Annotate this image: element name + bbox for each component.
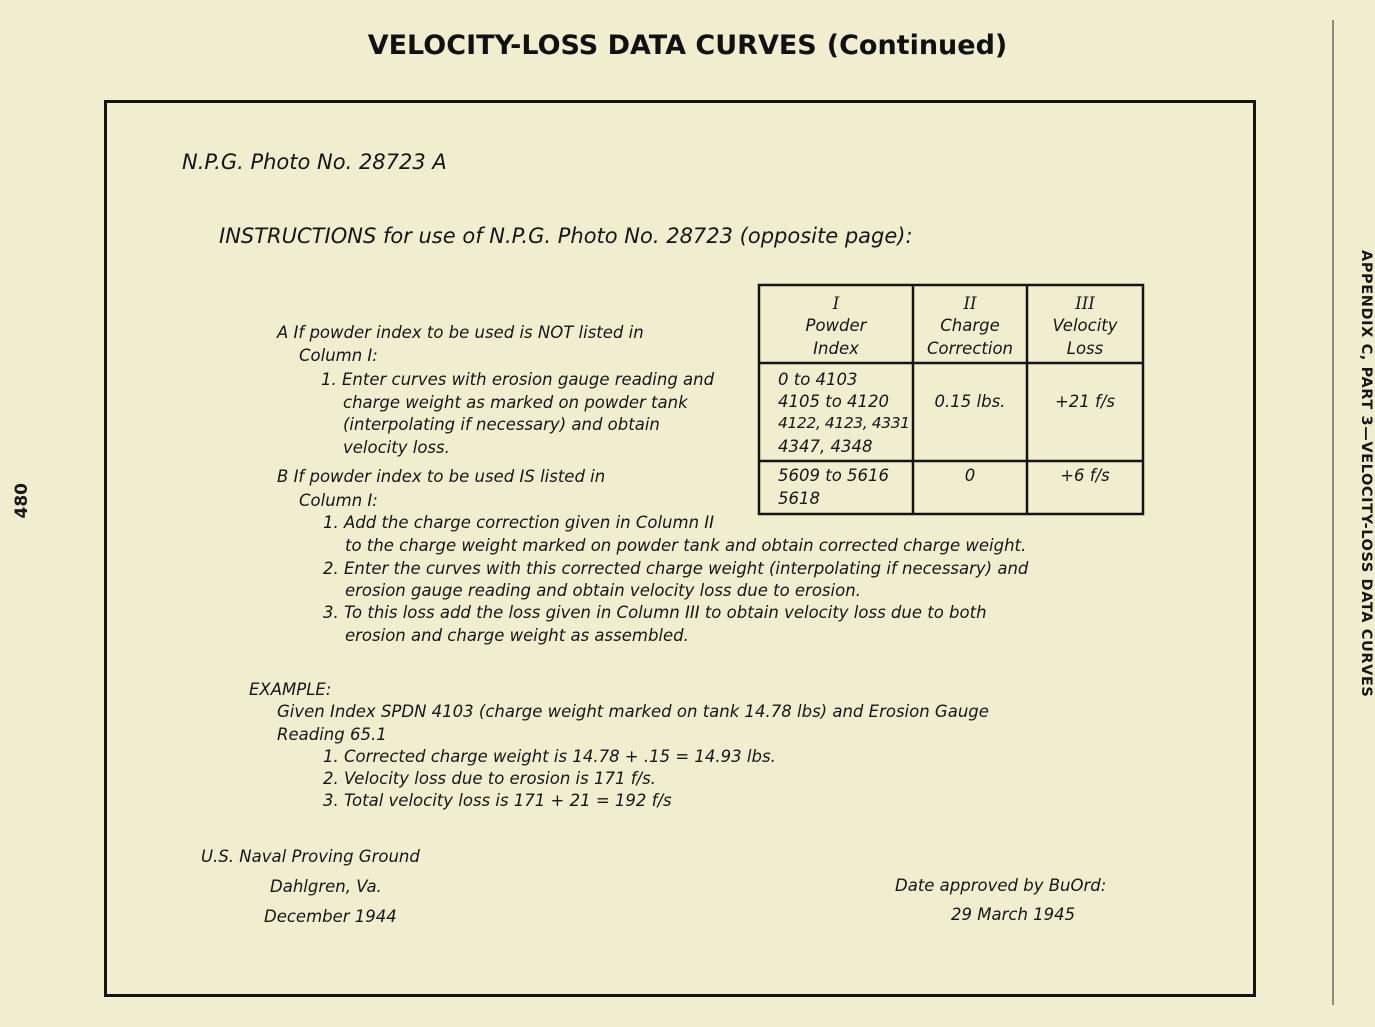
- page-title-main: VELOCITY-LOSS DATA CURVES: [367, 30, 817, 61]
- table-header-label: Powder: [805, 316, 867, 335]
- margin-rule: [1332, 20, 1334, 1005]
- table-cell-charge-correction: 0: [964, 466, 976, 485]
- case-a-step-line: velocity loss.: [343, 438, 450, 457]
- issuing-organization: U.S. Naval Proving Ground: [201, 847, 420, 866]
- case-b-line: Column I:: [299, 491, 378, 510]
- case-b-step-line: erosion and charge weight as assembled.: [345, 626, 689, 645]
- example-given-line: Reading 65.1: [277, 725, 387, 744]
- table-cell-velocity-loss: +21 f/s: [1054, 392, 1116, 411]
- case-b-step-line: to the charge weight marked on powder tank and obtain corrected charge weight.: [345, 536, 1027, 555]
- case-a-step-line: 1. Enter curves with erosion gauge reading and: [321, 370, 715, 389]
- example-given-line: Given Index SPDN 4103 (charge weight marked on tank 14.78 lbs) and Erosion Gauge: [277, 702, 989, 721]
- case-b-line: B If powder index to be used IS listed in: [277, 467, 606, 486]
- table-cell-powder-index: 4105 to 4120: [778, 392, 890, 411]
- table-header-label: Velocity: [1052, 316, 1118, 335]
- table-cell-powder-index: 4347, 4348: [778, 437, 873, 456]
- running-head: APPENDIX C, PART 3—VELOCITY-LOSS DATA CURVES: [1358, 250, 1374, 698]
- table-cell-powder-index: 5609 to 5616: [778, 466, 890, 485]
- approval-date: 29 March 1945: [951, 905, 1076, 924]
- table-header-label: Correction: [926, 339, 1013, 358]
- photo-id: N.P.G. Photo No. 28723 A: [182, 150, 447, 174]
- table-header-numeral: III: [1075, 294, 1095, 313]
- table-cell-powder-index: 4122, 4123, 4331: [778, 414, 910, 432]
- table-cell-powder-index: 0 to 4103: [778, 370, 858, 389]
- case-b-step-line: 2. Enter the curves with this corrected charge weight (interpolating if necessary) and: [323, 559, 1029, 578]
- example-label: EXAMPLE:: [249, 680, 332, 699]
- table-header-label: Loss: [1066, 339, 1104, 358]
- case-b-step-line: 1. Add the charge correction given in Column II: [323, 513, 715, 532]
- case-a-line: A If powder index to be used is NOT listed in: [277, 323, 644, 342]
- table-cell-powder-index: 5618: [778, 489, 820, 508]
- table-header-numeral: I: [832, 294, 840, 313]
- example-step: 3. Total velocity loss is 171 + 21 = 192 f/s: [323, 791, 672, 810]
- page-title-continued: (Continued): [826, 30, 1008, 61]
- page-title: [0, 32, 1375, 59]
- example-step: 1. Corrected charge weight is 14.78 + .15 = 14.93 lbs.: [323, 747, 776, 766]
- case-b-step-line: erosion gauge reading and obtain velocity loss due to erosion.: [345, 581, 861, 600]
- page-number: 480: [12, 483, 32, 519]
- approval-label: Date approved by BuOrd:: [895, 876, 1107, 895]
- case-a-step-line: (interpolating if necessary) and obtain: [343, 415, 660, 434]
- table-header-numeral: II: [963, 294, 977, 313]
- issue-date: December 1944: [264, 907, 397, 926]
- instructions-heading: INSTRUCTIONS for use of N.P.G. Photo No. 28723 (opposite page):: [219, 224, 913, 248]
- case-b-step-line: 3. To this loss add the loss given in Column III to obtain velocity loss due to both: [323, 603, 987, 622]
- table-header-label: Charge: [940, 316, 1000, 335]
- case-a-step-line: charge weight as marked on powder tank: [343, 393, 688, 412]
- table-header-label: Index: [813, 339, 859, 358]
- case-a-line: Column I:: [299, 346, 378, 365]
- issuing-location: Dahlgren, Va.: [270, 877, 382, 896]
- table-cell-charge-correction: 0.15 lbs.: [934, 392, 1006, 411]
- table-cell-velocity-loss: +6 f/s: [1060, 466, 1110, 485]
- example-step: 2. Velocity loss due to erosion is 171 f/s.: [323, 769, 656, 788]
